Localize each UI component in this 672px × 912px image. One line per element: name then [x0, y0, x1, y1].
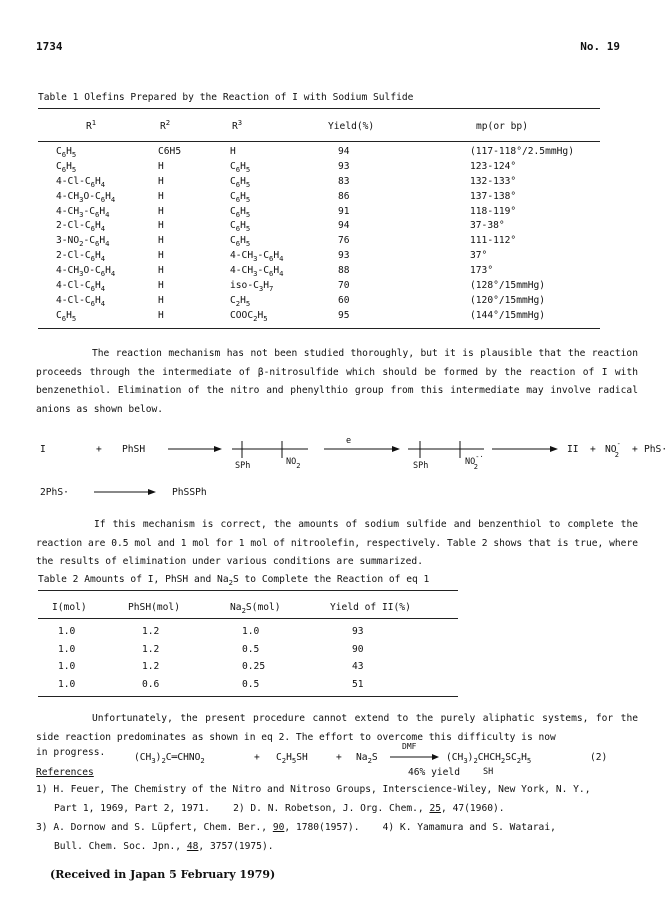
- table1-cell-mp: 123-124°: [470, 160, 517, 172]
- table1-cell-r1: $4-Cl-C_6H_4$: [56, 279, 106, 293]
- table1-cell-r3: $C_6H_5$: [230, 175, 251, 189]
- table1-cell-yield: 83: [338, 175, 350, 187]
- scheme-phs-radical: PhS·: [644, 444, 668, 455]
- mechanism-scheme: [30, 415, 670, 497]
- table1-cell-yield: 93: [338, 160, 350, 172]
- table1-row: [56, 263, 610, 278]
- table1-cell-r1: $4-CH_3O-C_6H_4$: [56, 265, 116, 279]
- table1-cell-r3: $C_6H_5$: [230, 235, 251, 249]
- table1-col-yield: Yield(%): [328, 121, 375, 132]
- table1-cell-r2: H: [158, 175, 164, 187]
- scheme-plus-2: +: [590, 444, 596, 455]
- table2-cell-i: 1.0: [58, 643, 76, 655]
- table1-col-r2: $R^2$: [160, 118, 171, 132]
- table1-cell-r1: $4-CH_3-C_6H_4$: [56, 205, 110, 219]
- paragraph-aliphatic: Unfortunately, the present procedure cannot extend to the purely aliphatic systems, for the side reaction predominates as shown in eq 2. The effort to overcome this difficulty is now: [36, 713, 638, 743]
- scheme-arrow-3-head: [550, 446, 558, 452]
- table2-row: [58, 641, 432, 659]
- intermediate1-sph: SPh: [235, 461, 251, 471]
- table2-cell-na2s: 0.25: [242, 661, 266, 673]
- intermediate2-no2-radical: NO-· 2: [465, 453, 484, 471]
- table1-col-mp: mp(or bp): [476, 121, 528, 132]
- reference-1: 1) H. Feuer, The Chemistry of the Nitro and Nitroso Groups, Interscience-Wiley, New York, N. Y.,: [36, 784, 591, 795]
- table2-cell-phsh: 1.2: [142, 643, 160, 655]
- table1-cell-mp: 118-119°: [470, 205, 517, 217]
- table1-row: [56, 218, 610, 233]
- table1-cell-mp: 37-38°: [470, 220, 505, 232]
- eq2-arrow: [390, 752, 440, 762]
- table1-cell-r1: $C_6H_5$: [56, 309, 77, 323]
- table2-cell-yield: 51: [352, 678, 364, 690]
- intermediate1-no2: $NO_2$: [286, 457, 301, 470]
- table1-cell-yield: 94: [338, 145, 350, 157]
- table1-cell-r3: $C_2H_5$: [230, 294, 251, 308]
- table1-row: [56, 278, 610, 293]
- reference-1-cont: Part 1, 1969, Part 2, 1971. 2) D. N. Robetson, J. Org. Chem., 25, 47(1960).: [54, 803, 505, 814]
- table2-body: [58, 623, 432, 693]
- table1-cell-r1: $2-Cl-C_6H_4$: [56, 220, 106, 234]
- table1-cell-r3: $C_6H_5$: [230, 220, 251, 234]
- table2-cell-yield: 90: [352, 643, 364, 655]
- reference-3: 3) A. Dornow and S. Lüpfert, Chem. Ber., 90, 1780(1957). 4) K. Yamamura and S. Watarai,: [36, 822, 556, 833]
- table2-col-yield: Yield of II(%): [330, 602, 411, 613]
- eq2-reactant-3: $Na_2S$: [356, 752, 378, 765]
- table1-cell-r2: H: [158, 250, 164, 262]
- eq2-reactant-2: $C_2H_5SH$: [276, 752, 308, 765]
- table1-cell-r3: $4-CH_3-C_6H_4$: [230, 250, 284, 264]
- scheme-phsh: PhSH: [122, 444, 146, 455]
- scheme-arrow-2-head: [392, 446, 400, 452]
- intermediate2-sph: SPh: [413, 461, 429, 471]
- table2-cell-phsh: 1.2: [142, 626, 160, 638]
- table2-cell-yield: 43: [352, 661, 364, 673]
- table1-row: [56, 189, 610, 204]
- table1-cell-r1: $4-Cl-C_6H_4$: [56, 294, 106, 308]
- paragraph-mechanism: The reaction mechanism has not been studied thoroughly, but it is plausible that the reaction proceeds through the intermediate of β-nitrosulfide which should be formed by the reaction of I with benzenethiol. Elimination of the nitro and phenylthio group from this intermediate may involve radical anions as shown below.: [36, 348, 638, 415]
- table1-body: [56, 144, 610, 323]
- table1-cell-r2: H: [158, 235, 164, 247]
- table1-row: [56, 204, 610, 219]
- eq2-plus-1: +: [254, 752, 260, 763]
- table1-cell-mp: (120°/15mmHg): [470, 294, 546, 306]
- scheme-phssph: PhSSPh: [172, 487, 207, 497]
- eq2-product-sh: SH: [483, 767, 494, 777]
- table1-cell-yield: 76: [338, 235, 350, 247]
- table2-top-rule: [38, 590, 458, 591]
- paragraph-stoichiometry: If this mechanism is correct, the amounts of sodium sulfide and benzenthiol to complete the reaction are 0.5 mol and 1 mol for 1 mol of nitroolefin, respectively. Table 2 shows that is true, where the results of elimination under various conditions are summarized.: [36, 519, 638, 568]
- table1-row: [56, 293, 610, 308]
- table1-row: [56, 174, 610, 189]
- table1-cell-r3: $C_6H_5$: [230, 190, 251, 204]
- table2-cell-yield: 93: [352, 626, 364, 638]
- table1-bottom-rule: [38, 328, 600, 329]
- paragraph-aliphatic-end: in progress.: [36, 747, 106, 758]
- table1-cell-mp: 37°: [470, 250, 488, 262]
- eq2-plus-2: +: [336, 752, 342, 763]
- table2-cell-na2s: 0.5: [242, 678, 260, 690]
- eq2-condition: DMF: [402, 742, 417, 751]
- table1-row: [56, 233, 610, 248]
- table1-cell-r2: H: [158, 160, 164, 172]
- table1-cell-r1: $2-Cl-C_6H_4$: [56, 250, 106, 264]
- table1-cell-mp: (144°/15mmHg): [470, 309, 546, 321]
- scheme-no2-minus: NO-2: [605, 440, 621, 459]
- table1-cell-yield: 86: [338, 190, 350, 202]
- table1-cell-yield: 93: [338, 250, 350, 262]
- table2-cell-i: 1.0: [58, 678, 76, 690]
- issue-number: No. 19: [580, 40, 620, 53]
- table1-cell-mp: 111-112°: [470, 235, 517, 247]
- table1-cell-mp: 132-133°: [470, 175, 517, 187]
- table1-header-rule: [38, 141, 600, 142]
- table1-cell-r2: H: [158, 279, 164, 291]
- table1-cell-mp: 173°: [470, 265, 494, 277]
- reference-4-cont: Bull. Chem. Soc. Jpn., 48, 3757(1975).: [54, 841, 274, 852]
- table1-cell-r3: $4-CH_3-C_6H_4$: [230, 265, 284, 279]
- eq2-product: $(CH_3)_2CHCH_2SC_2H_5$: [446, 752, 532, 765]
- table1-cell-mp: 137-138°: [470, 190, 517, 202]
- eq2-yield: 46% yield: [408, 767, 460, 778]
- table2-col-i: I(mol): [52, 602, 87, 613]
- table2-cell-na2s: 1.0: [242, 626, 260, 638]
- eq2-label: (2): [590, 752, 608, 763]
- table1-col-r3: $R^3$: [232, 118, 243, 132]
- table1-cell-r1: $4-Cl-C_6H_4$: [56, 175, 106, 189]
- table2-cell-phsh: 0.6: [142, 678, 160, 690]
- scheme-i: I: [40, 444, 46, 455]
- eq2-reactant-1: $(CH_3)_2C═CHNO_2$: [134, 752, 205, 765]
- references-heading: References: [36, 767, 94, 778]
- scheme-arrow-1-head: [214, 446, 222, 452]
- table1-cell-yield: 70: [338, 279, 350, 291]
- table1-cell-r3: $C_6H_5$: [230, 205, 251, 219]
- table2-cell-i: 1.0: [58, 661, 76, 673]
- table2-cell-phsh: 1.2: [142, 661, 160, 673]
- table1-row: [56, 159, 610, 174]
- table2-bottom-rule: [38, 696, 458, 697]
- table2-cell-na2s: 0.5: [242, 643, 260, 655]
- reference-2: 2) D. N. Robetson, J. Org. Chem.,: [233, 803, 424, 814]
- table1-cell-r1: $4-CH_3O-C_6H_4$: [56, 190, 116, 204]
- table1-col-r1: $R^1$: [86, 118, 97, 132]
- table1-cell-mp: (117-118°/2.5mmHg): [470, 145, 574, 157]
- table1-row: [56, 308, 610, 323]
- table1-cell-yield: 91: [338, 205, 350, 217]
- table1-cell-r3: H: [230, 145, 236, 157]
- table1-cell-r2: H: [158, 309, 164, 321]
- table1-cell-r3: $C_6H_5$: [230, 160, 251, 174]
- table1-cell-mp: (128°/15mmHg): [470, 279, 546, 291]
- table1-cell-yield: 95: [338, 309, 350, 321]
- table1-top-rule: [38, 108, 600, 109]
- table2-row: [58, 623, 432, 641]
- table1-row: [56, 144, 610, 159]
- table1-cell-yield: 88: [338, 265, 350, 277]
- table2-cell-i: 1.0: [58, 626, 76, 638]
- table1-cell-yield: 60: [338, 294, 350, 306]
- table1-cell-r3: iso-$C_3H_7$: [230, 279, 274, 293]
- scheme-2phs: 2PhS·: [40, 487, 69, 497]
- table1-cell-r2: H: [158, 265, 164, 277]
- received-date: (Received in Japan 5 February 1979): [50, 868, 276, 881]
- table2-header-rule: [38, 618, 458, 619]
- scheme-electron: e: [346, 436, 352, 446]
- table1-cell-r1: $C_6H_5$: [56, 145, 77, 159]
- scheme-ii: II: [567, 444, 579, 455]
- reference-4: 4) K. Yamamura and S. Watarai,: [382, 822, 556, 833]
- table2-col-na2s: $Na_2S(mol)$: [230, 602, 281, 615]
- table2-col-phsh: PhSH(mol): [128, 602, 180, 613]
- scheme-plus-3: +: [632, 444, 638, 455]
- scheme-arrow-4-head: [148, 489, 156, 495]
- table1-row: [56, 248, 610, 263]
- scheme-plus-1: +: [96, 444, 102, 455]
- table1-cell-yield: 94: [338, 220, 350, 232]
- table1-cell-r2: H: [158, 205, 164, 217]
- table1-cell-r1: $3-NO_2-C_6H_4$: [56, 235, 110, 249]
- table1-cell-r3: $COOC_2H_5$: [230, 309, 268, 323]
- table1-cell-r2: H: [158, 220, 164, 232]
- table1-cell-r2: H: [158, 294, 164, 306]
- table1-cell-r2: C6H5: [158, 145, 182, 157]
- table1-caption: Table 1 Olefins Prepared by the Reaction of I with Sodium Sulfide: [38, 92, 414, 103]
- table2-row: [58, 658, 432, 676]
- page-number: 1734: [36, 40, 63, 53]
- table1-cell-r2: H: [158, 190, 164, 202]
- table1-cell-r1: $C_6H_5$: [56, 160, 77, 174]
- table2-caption: Table 2 Amounts of I, PhSH and $Na_2S$ to Complete the Reaction of eq 1: [38, 574, 430, 587]
- table2-row: [58, 676, 432, 694]
